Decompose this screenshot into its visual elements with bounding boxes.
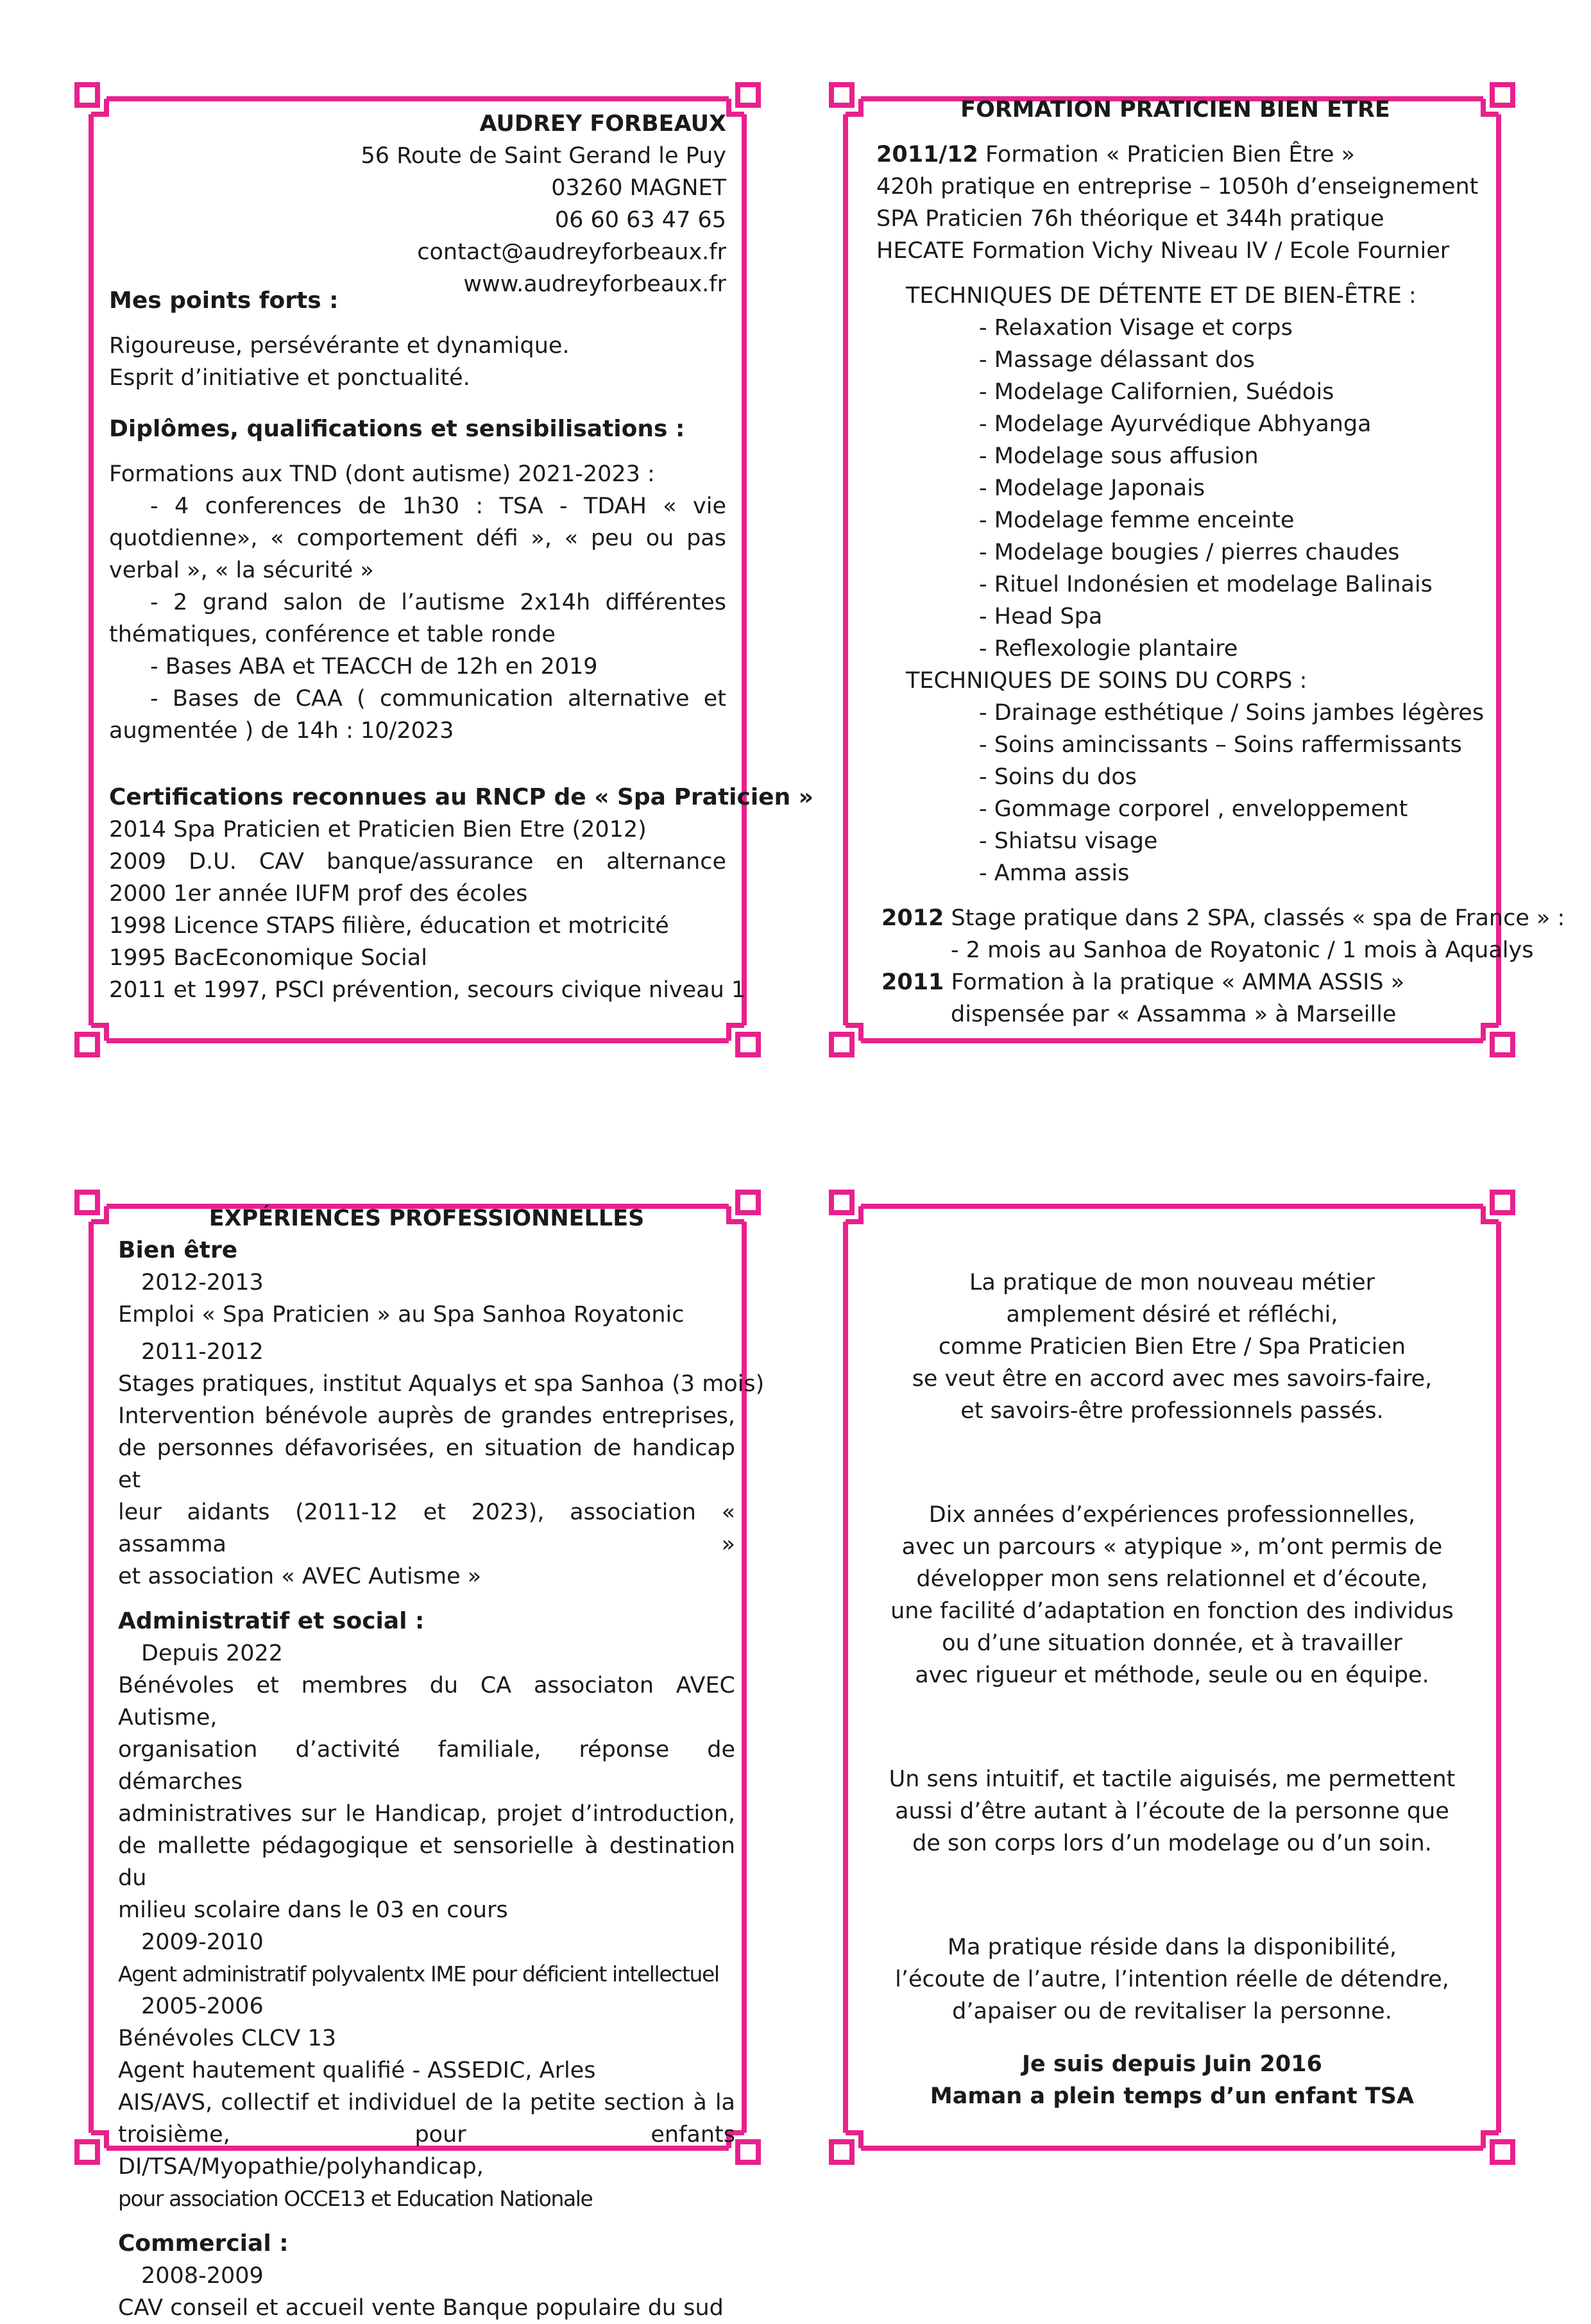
experience-line: Bénévoles CLCV 13 <box>118 2026 336 2051</box>
body-techniques-title: TECHNIQUES DE SOINS DU CORPS : <box>906 668 1307 694</box>
experiences-content <box>118 1202 765 2324</box>
experience-line: Emploi « Spa Praticien » au Spa Sanhoa Royatonic <box>118 1302 685 1328</box>
statement-line: Un sens intuitif, et tactile aiguisés, me permettent <box>889 1766 1456 1792</box>
relax-technique-item: - Modelage bougies / pierres chaudes <box>979 540 1400 565</box>
amma-line <box>867 966 1483 998</box>
formation-line: SPA Praticien 76h théorique et 344h pratique <box>876 206 1384 232</box>
contact-name: AUDREY FORBEAUX <box>479 111 726 137</box>
relax-technique-item: - Relaxation Visage et corps <box>979 315 1293 341</box>
experience-line: Stages pratiques, institut Aqualys et spa Sanhoa (3 mois) <box>118 1371 765 1397</box>
formation-year: 2011/12 <box>876 142 978 167</box>
experience-line: Intervention bénévole auprès de grandes entreprises, <box>118 1403 735 1429</box>
strengths-title: Mes points forts : <box>109 287 339 314</box>
panel-experiences <box>74 1190 765 2321</box>
experience-years: 2012-2013 <box>141 1270 264 1295</box>
formation-label: Formation « Praticien Bien Être » <box>978 142 1356 167</box>
body-technique-item: - Amma assis <box>979 860 1130 886</box>
relax-technique-item: - Modelage Ayurvédique Abhyanga <box>979 411 1372 437</box>
experience-line: de personnes défavorisées, en situation de handicap et <box>118 1435 735 1493</box>
statement-line: de son corps lors d’un modelage ou d’un soin. <box>912 1831 1432 1856</box>
experience-years: 2005-2006 <box>141 1994 264 2019</box>
statement-line: La pratique de mon nouveau métier <box>969 1270 1375 1295</box>
formation-line: HECATE Formation Vichy Niveau IV / Ecole Fournier <box>876 238 1450 264</box>
contact-address: 56 Route de Saint Gerand le Puy <box>361 143 726 169</box>
experience-line: organisation d’activité familiale, réponse de démarches <box>118 1737 735 1795</box>
relax-technique-item: - Massage délassant dos <box>979 347 1255 373</box>
strengths-line: Esprit d’initiative et ponctualité. <box>109 365 470 391</box>
certification-line: 1998 Licence STAPS filière, éducation et motricité <box>109 913 669 939</box>
statement-line: développer mon sens relationnel et d’écoute, <box>916 1566 1428 1592</box>
amma-label: Formation à la pratique « AMMA ASSIS » <box>944 970 1405 995</box>
body-technique-item: - Soins amincissants – Soins raffermissants <box>979 732 1462 758</box>
diploma-item: verbal », « la sécurité » <box>109 558 374 583</box>
panel-formation <box>829 82 1565 1057</box>
experience-line: Agent hautement qualifié - ASSEDIC, Arles <box>118 2058 596 2083</box>
statement-line: Ma pratique réside dans la disponibilité, <box>947 1935 1397 1960</box>
amma-year: 2011 <box>881 970 944 995</box>
contact-website[interactable]: www.audreyforbeaux.fr <box>463 271 726 297</box>
certification-line: 2000 1er année IUFM prof des écoles <box>109 881 528 907</box>
experience-line: pour association OCCE13 et Education Nationale <box>118 2186 593 2211</box>
experiences-title: EXPÉRIENCES PROFESSIONNELLES <box>208 1206 645 1231</box>
certifications-title: Certifications reconnues au RNCP de « Spa Praticien » <box>109 784 813 810</box>
experience-years: 2008-2009 <box>141 2263 264 2289</box>
statement-line: ou d’une situation donnée, et à travailler <box>942 1630 1402 1656</box>
stage-label: Stage pratique dans 2 SPA, classés « spa de France » : <box>944 905 1565 931</box>
diploma-item: - Bases de CAA ( communication alternative et <box>150 686 726 712</box>
commercial-title: Commercial : <box>118 2230 289 2257</box>
relax-technique-item: - Modelage sous affusion <box>979 443 1259 469</box>
formation-line: 420h pratique en entreprise – 1050h d’enseignement <box>876 174 1479 200</box>
statement-line: se veut être en accord avec mes savoirs-faire, <box>912 1366 1433 1392</box>
diploma-item: augmentée ) de 14h : 10/2023 <box>109 718 454 744</box>
stage-year: 2012 <box>881 905 944 931</box>
experience-line: Agent administratif polyvalentx IME pour déficient intellectuel <box>118 1961 719 1987</box>
diploma-item: - 2 grand salon de l’autisme 2x14h différentes <box>150 590 726 615</box>
stage-line <box>867 902 1565 934</box>
relax-technique-item: - Modelage femme enceinte <box>979 508 1295 533</box>
relax-technique-item: - Head Spa <box>979 604 1103 629</box>
relax-technique-item: - Rituel Indonésien et modelage Balinais <box>979 572 1433 597</box>
statement-content <box>867 1267 1477 2112</box>
contact-email[interactable]: contact@audreyforbeaux.fr <box>417 239 726 265</box>
relax-technique-item: - Modelage Japonais <box>979 475 1205 501</box>
certification-line: 2011 et 1997, PSCI prévention, secours civique niveau 1 <box>109 977 746 1003</box>
formation-main <box>867 139 1483 171</box>
closing-line: Je suis depuis Juin 2016 <box>1022 2051 1322 2077</box>
statement-line: une facilité d’adaptation en fonction des individus <box>890 1598 1454 1624</box>
statement-line: avec rigueur et méthode, seule ou en équipe. <box>915 1662 1429 1688</box>
body-technique-item: - Drainage esthétique / Soins jambes légères <box>979 700 1485 726</box>
wellbeing-title: Bien être <box>118 1237 238 1263</box>
experience-line: Bénévoles et membres du CA associaton AVEC Autisme, <box>118 1673 735 1730</box>
relax-technique-item: - Modelage Californien, Suédois <box>979 379 1334 405</box>
experience-line: administratives sur le Handicap, projet d’introduction, <box>118 1801 735 1827</box>
formation-title: FORMATION PRATICIEN BIEN ETRE <box>960 97 1390 123</box>
panel-statement <box>829 1190 1515 2165</box>
profile-content <box>109 108 813 1006</box>
statement-line: Dix années d’expériences professionnelles, <box>928 1502 1416 1528</box>
certification-line: 1995 BacEconomique Social <box>109 945 427 971</box>
formation-content <box>867 94 1565 1030</box>
diploma-item: quotdienne», « comportement défi », « peu ou pas <box>109 525 726 551</box>
contact-city: 03260 MAGNET <box>551 175 726 201</box>
statement-line: l’écoute de l’autre, l’intention réelle de détendre, <box>895 1967 1449 1992</box>
admin-title: Administratif et social : <box>118 1608 425 1634</box>
statement-line: comme Praticien Bien Etre / Spa Praticien <box>938 1334 1406 1360</box>
experience-years: 2011-2012 <box>141 1339 264 1365</box>
experience-line: CAV conseil et accueil vente Banque populaire du sud <box>118 2295 724 2321</box>
closing-line: Maman a plein temps d’un enfant TSA <box>930 2083 1415 2109</box>
contact-block <box>109 108 726 300</box>
experience-line: troisième, pour enfants DI/TSA/Myopathie/polyhandicap, <box>118 2122 735 2180</box>
body-technique-item: - Gommage corporel , enveloppement <box>979 796 1408 822</box>
experience-line: et association « AVEC Autisme » <box>118 1564 482 1589</box>
relax-technique-item: - Reflexologie plantaire <box>979 636 1238 662</box>
diplomas-intro: Formations aux TND (dont autisme) 2021-2023 : <box>109 461 655 487</box>
amma-detail: dispensée par « Assamma » à Marseille <box>951 1002 1397 1027</box>
statement-line: amplement désiré et réfléchi, <box>1006 1302 1338 1328</box>
statement-line: avec un parcours « atypique », m’ont permis de <box>901 1534 1443 1560</box>
diplomas-title: Diplômes, qualifications et sensibilisations : <box>109 416 685 442</box>
experience-line: AIS/AVS, collectif et individuel de la petite section à la <box>118 2090 735 2115</box>
diploma-item: - 4 conferences de 1h30 : TSA - TDAH « vie <box>150 493 726 519</box>
experience-years: Depuis 2022 <box>141 1641 284 1666</box>
certification-line: 2014 Spa Praticien et Praticien Bien Etre (2012) <box>109 817 647 842</box>
statement-line: et savoirs-être professionnels passés. <box>960 1398 1384 1424</box>
statement-line: d’apaiser ou de revitaliser la personne. <box>952 1999 1392 2024</box>
relax-techniques-title: TECHNIQUES DE DÉTENTE ET DE BIEN-ÊTRE : <box>906 283 1417 309</box>
contact-phone: 06 60 63 47 65 <box>554 207 726 233</box>
strengths-line: Rigoureuse, persévérante et dynamique. <box>109 333 570 359</box>
diploma-item: - Bases ABA et TEACCH de 12h en 2019 <box>150 654 598 679</box>
stage-detail: - 2 mois au Sanhoa de Royatonic / 1 mois à Aqualys <box>951 937 1534 963</box>
experience-line: leur aidants (2011-12 et 2023), association « assamma » <box>118 1499 735 1557</box>
certification-line: 2009 D.U. CAV banque/assurance en alternance <box>109 849 726 875</box>
experience-years: 2009-2010 <box>141 1929 264 1955</box>
diploma-item: thématiques, conférence et table ronde <box>109 622 556 647</box>
body-technique-item: - Shiatsu visage <box>979 828 1158 854</box>
body-technique-item: - Soins du dos <box>979 764 1137 790</box>
panel-profile <box>74 82 813 1057</box>
experience-line: milieu scolaire dans le 03 en cours <box>118 1897 508 1923</box>
experience-line: de mallette pédagogique et sensorielle à destination du <box>118 1833 735 1891</box>
statement-line: aussi d’être autant à l’écoute de la personne que <box>895 1799 1449 1824</box>
